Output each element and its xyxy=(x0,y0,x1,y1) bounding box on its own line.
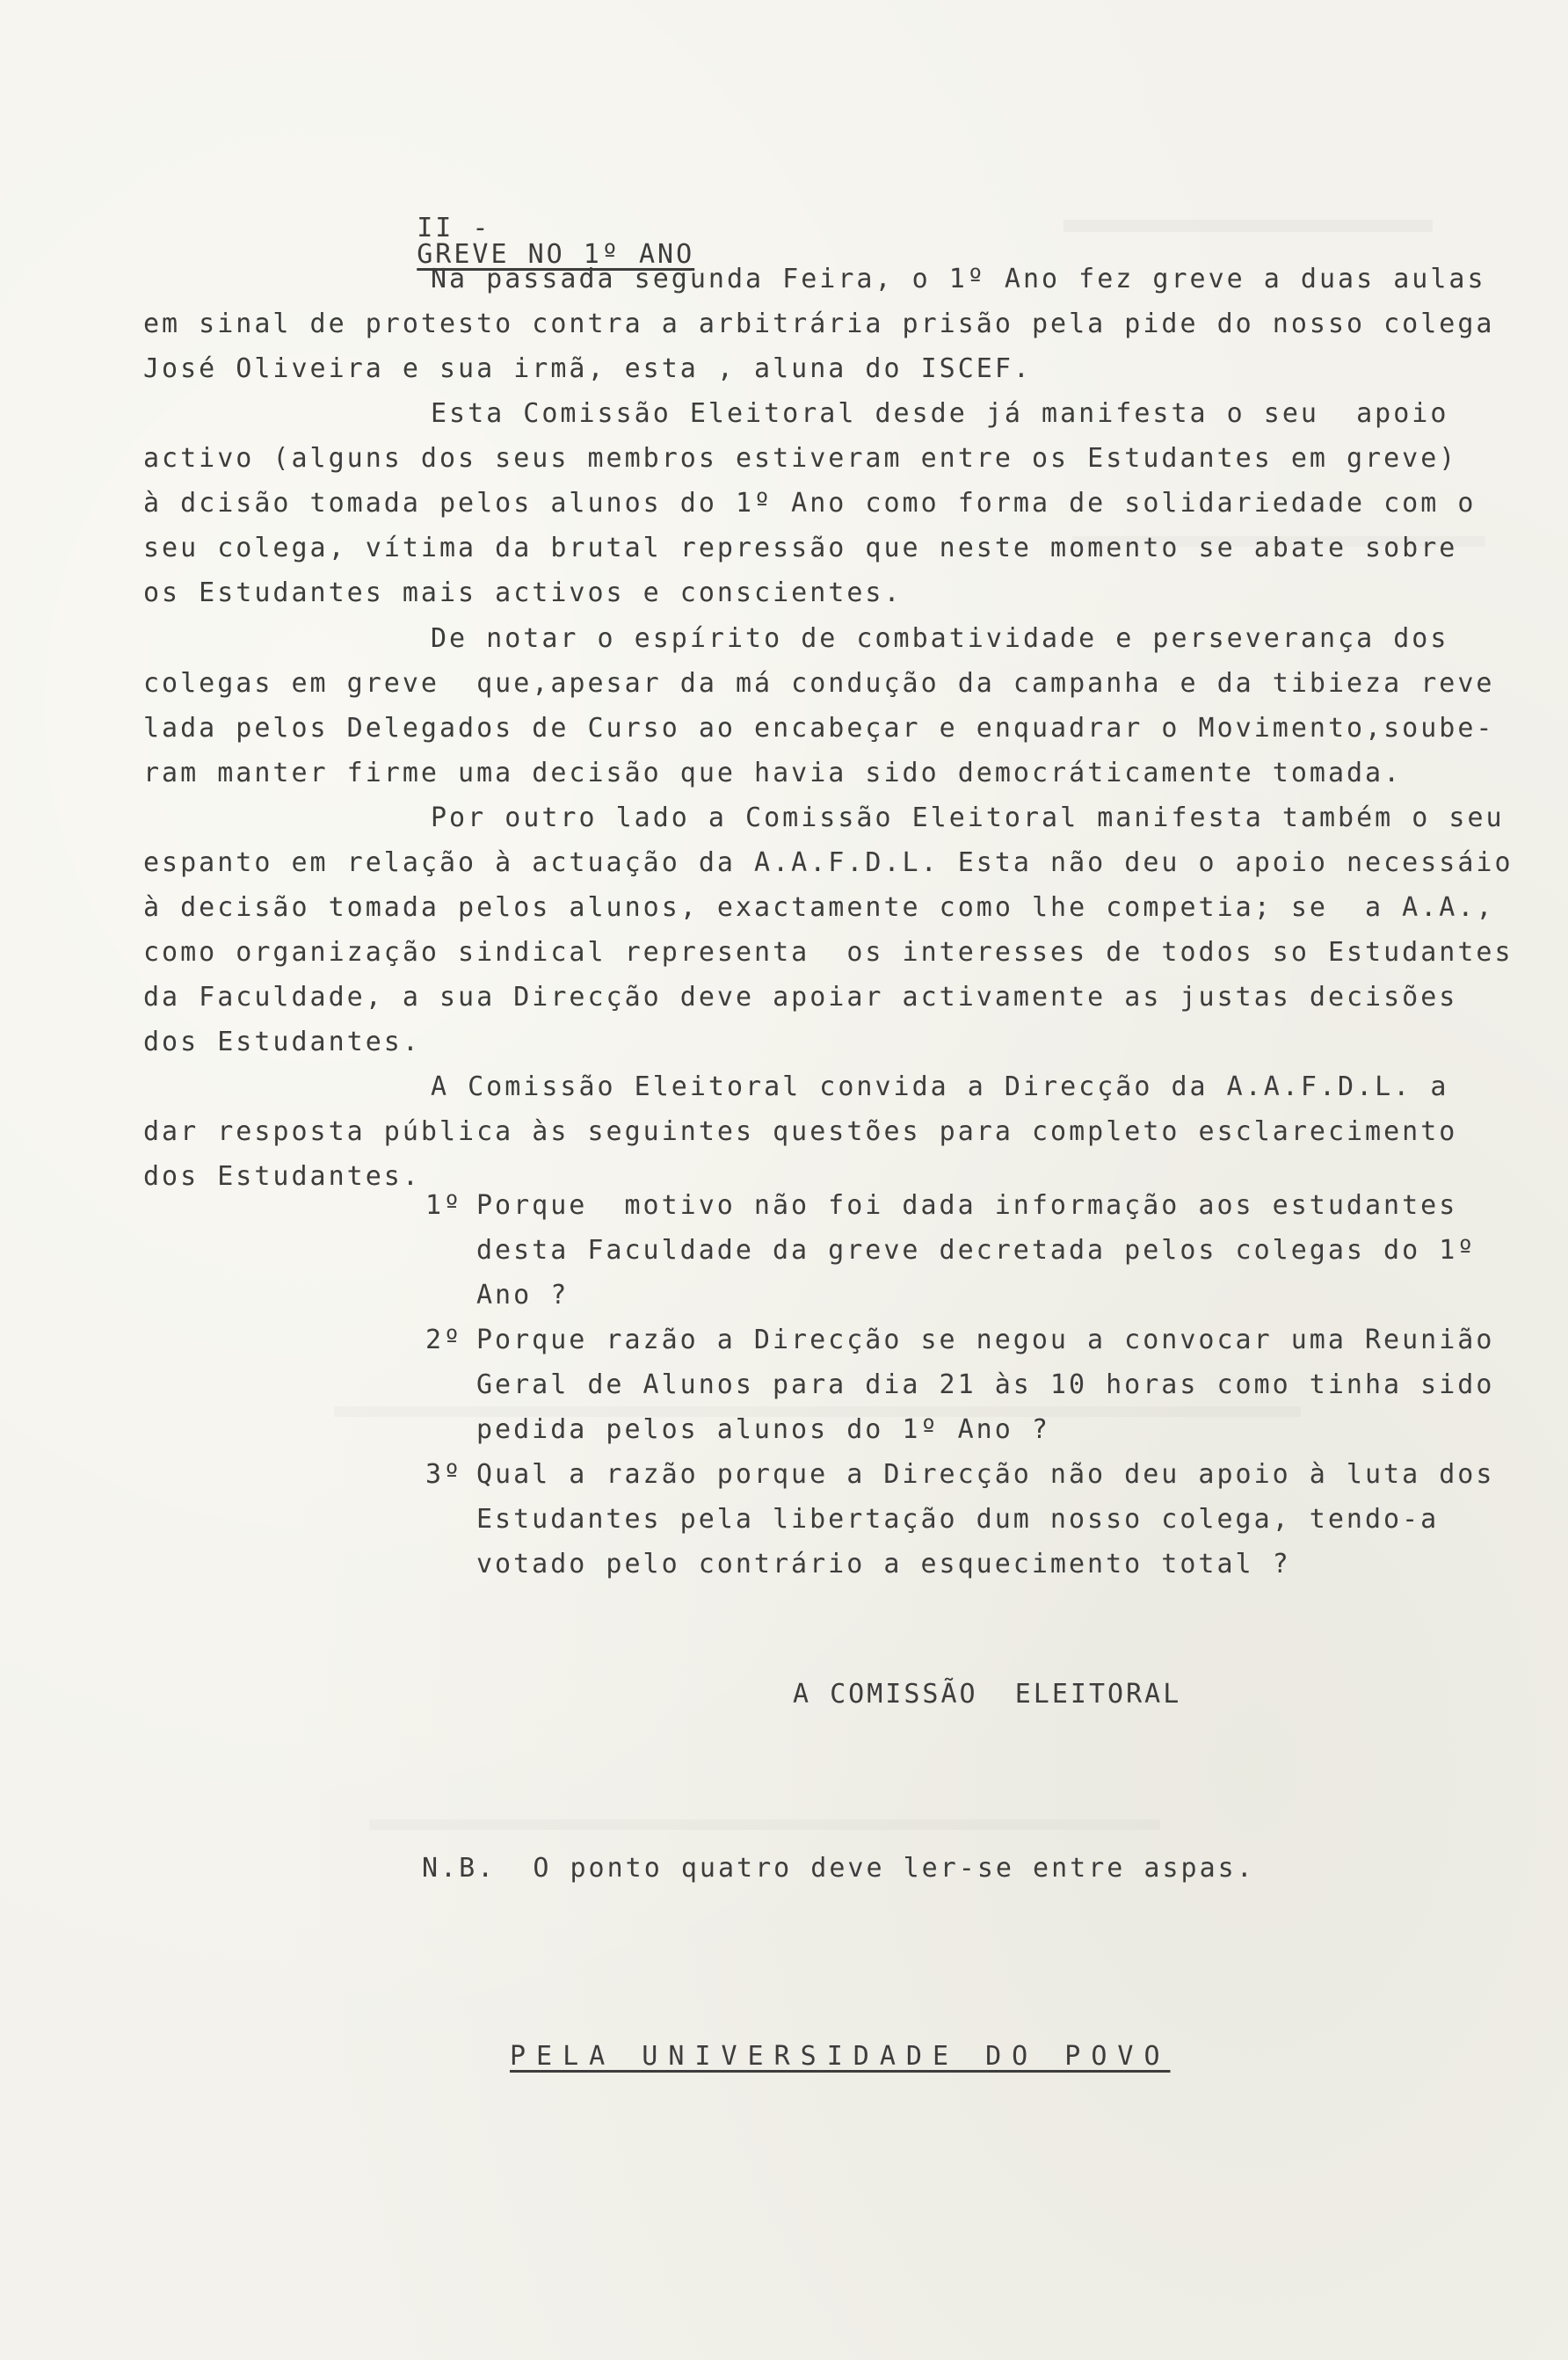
paragraph-line: lada pelos Delegados de Curso ao encabeçar e enquadrar o Movimento,soube- xyxy=(143,713,1495,744)
paragraph-line: dos Estudantes. xyxy=(143,1027,421,1057)
note: N.B. O ponto quatro deve ler-se entre aspas. xyxy=(422,1853,1255,1884)
question-number: 3º xyxy=(425,1459,463,1490)
paragraph-line: De notar o espírito de combatividade e perseverança dos xyxy=(431,623,1449,654)
paragraph-line: Esta Comissão Eleitoral desde já manifesta o seu apoio xyxy=(431,398,1449,429)
paragraph-line: como organização sindical representa os interesses de todos so Estudantes xyxy=(143,937,1514,968)
question-line: Estudantes pela libertação dum nosso colega, tendo-a xyxy=(476,1504,1440,1535)
question-line: Porque motivo não foi dada informação aos estudantes xyxy=(476,1190,1458,1221)
paragraph-line: dar resposta pública às seguintes questões para completo esclarecimento xyxy=(143,1116,1458,1147)
paragraph-line: à decisão tomada pelos alunos, exactamente como lhe competia; se a A.A., xyxy=(143,892,1495,923)
paragraph-line: ram manter firme uma decisão que havia sido democráticamente tomada. xyxy=(143,758,1403,788)
paragraph-line: colegas em greve que,apesar da má condução da campanha e da tibieza reve xyxy=(143,668,1495,699)
paragraph-line: Por outro lado a Comissão Eleitoral manifesta também o seu xyxy=(431,802,1505,833)
paragraph-line: activo (alguns dos seus membros estiveram entre os Estudantes em greve) xyxy=(143,443,1458,474)
question-line: Ano ? xyxy=(476,1280,570,1311)
question-line: Porque razão a Direcção se negou a convocar uma Reunião xyxy=(476,1325,1495,1355)
slogan: PELA UNIVERSIDADE DO POVO xyxy=(510,2041,1171,2072)
section-number: II - xyxy=(417,213,491,243)
paragraph-line: Na passada segunda Feira, o 1º Ano fez greve a duas aulas xyxy=(431,264,1486,294)
question-line: Qual a razão porque a Direcção não deu apoio à luta dos xyxy=(476,1459,1495,1490)
signature: A COMISSÃO ELEITORAL xyxy=(793,1679,1182,1710)
question-line: votado pelo contrário a esquecimento total ? xyxy=(476,1549,1291,1579)
paragraph-line: dos Estudantes. xyxy=(143,1161,421,1192)
question-number: 1º xyxy=(425,1190,463,1221)
paragraph-line: os Estudantes mais activos e conscientes. xyxy=(143,577,903,608)
section-title: GREVE NO 1º ANO xyxy=(417,239,695,270)
paragraph-line: espanto em relação à actuação da A.A.F.D.L. Esta não deu o apoio necessáio xyxy=(143,847,1514,878)
question-line: desta Faculdade da greve decretada pelos colegas do 1º xyxy=(476,1235,1477,1266)
paragraph-line: em sinal de protesto contra a arbitrária prisão pela pide do nosso colega xyxy=(143,309,1495,339)
question-number: 2º xyxy=(425,1325,463,1355)
paragraph-line: José Oliveira e sua irmã, esta , aluna do ISCEF. xyxy=(143,353,1032,384)
question-line: Geral de Alunos para dia 21 às 10 horas como tinha sido xyxy=(476,1369,1495,1400)
paragraph-line: à dcisão tomada pelos alunos do 1º Ano como forma de solidariedade com o xyxy=(143,488,1477,519)
question-line: pedida pelos alunos do 1º Ano ? xyxy=(476,1414,1050,1445)
paragraph-line: A Comissão Eleitoral convida a Direcção da A.A.F.D.L. a xyxy=(431,1071,1449,1102)
paragraph-line: seu colega, vítima da brutal repressão que neste momento se abate sobre xyxy=(143,533,1458,563)
paragraph-line: da Faculdade, a sua Direcção deve apoiar activamente as justas decisões xyxy=(143,982,1458,1013)
